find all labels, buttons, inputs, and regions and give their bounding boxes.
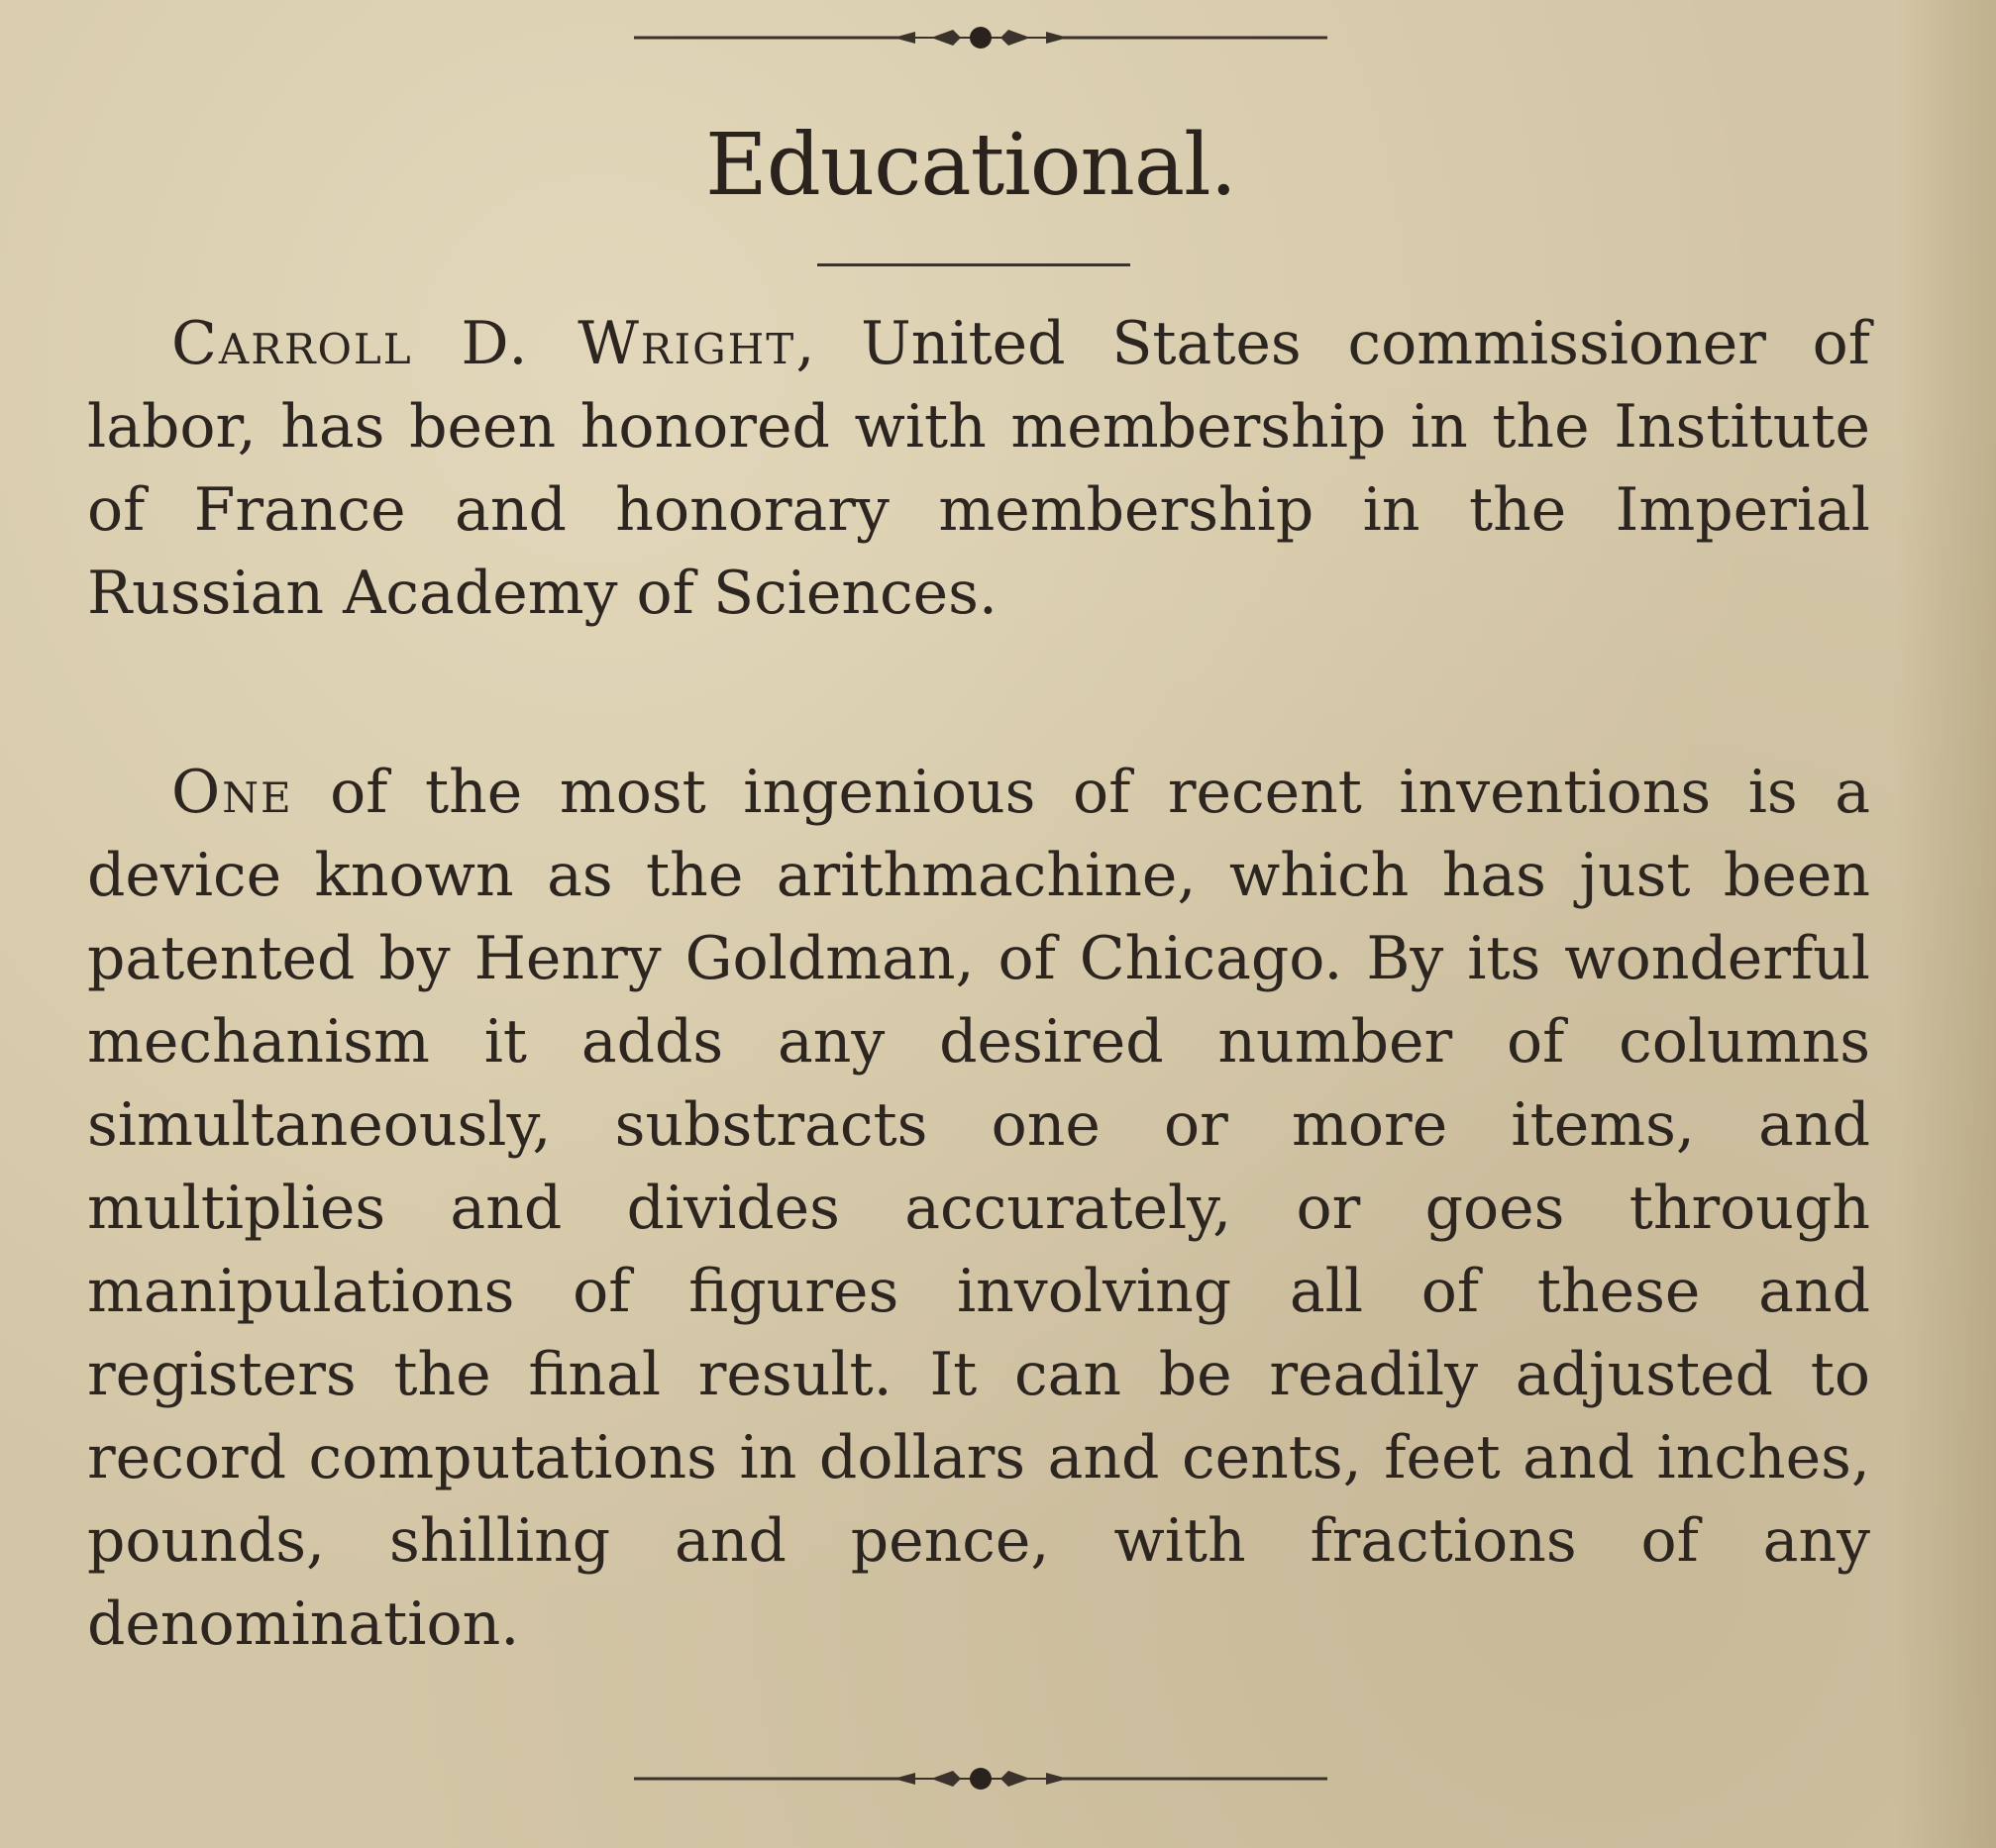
article-body: of the most ingenious of recent inventions is a device known as the arithmachine, which has just been patented by Henry Goldman, of Chicago. By its wonderful mechanism it adds any desired number of columns simultaneously, substracts one or more items, and multiplies and divides accurately, or goes through manipulations of figures involving all of these and registers the final result. It can be readily adjusted to record computations in dollars and cents, feet and inches, pounds, shilling and pence, with fractions of any denomination. [87, 758, 1870, 1659]
article-body: , United States commissioner of labor, has been honored with membership in the Institute of France and honorary membership in the Imperial Russian Academy of Sciences. [87, 309, 1870, 628]
article-wright [87, 302, 1870, 635]
bottom-ornament-divider [634, 1767, 1327, 1791]
section-title: Educational. [705, 116, 1236, 215]
article-lead: Carroll D. Wright [171, 309, 796, 378]
article-lead: One [171, 758, 293, 827]
article-paragraph [87, 302, 1870, 635]
article-paragraph [87, 751, 1870, 1666]
article-arithmachine [87, 751, 1870, 1666]
title-rule [817, 263, 1130, 266]
top-ornament-divider [634, 26, 1327, 50]
